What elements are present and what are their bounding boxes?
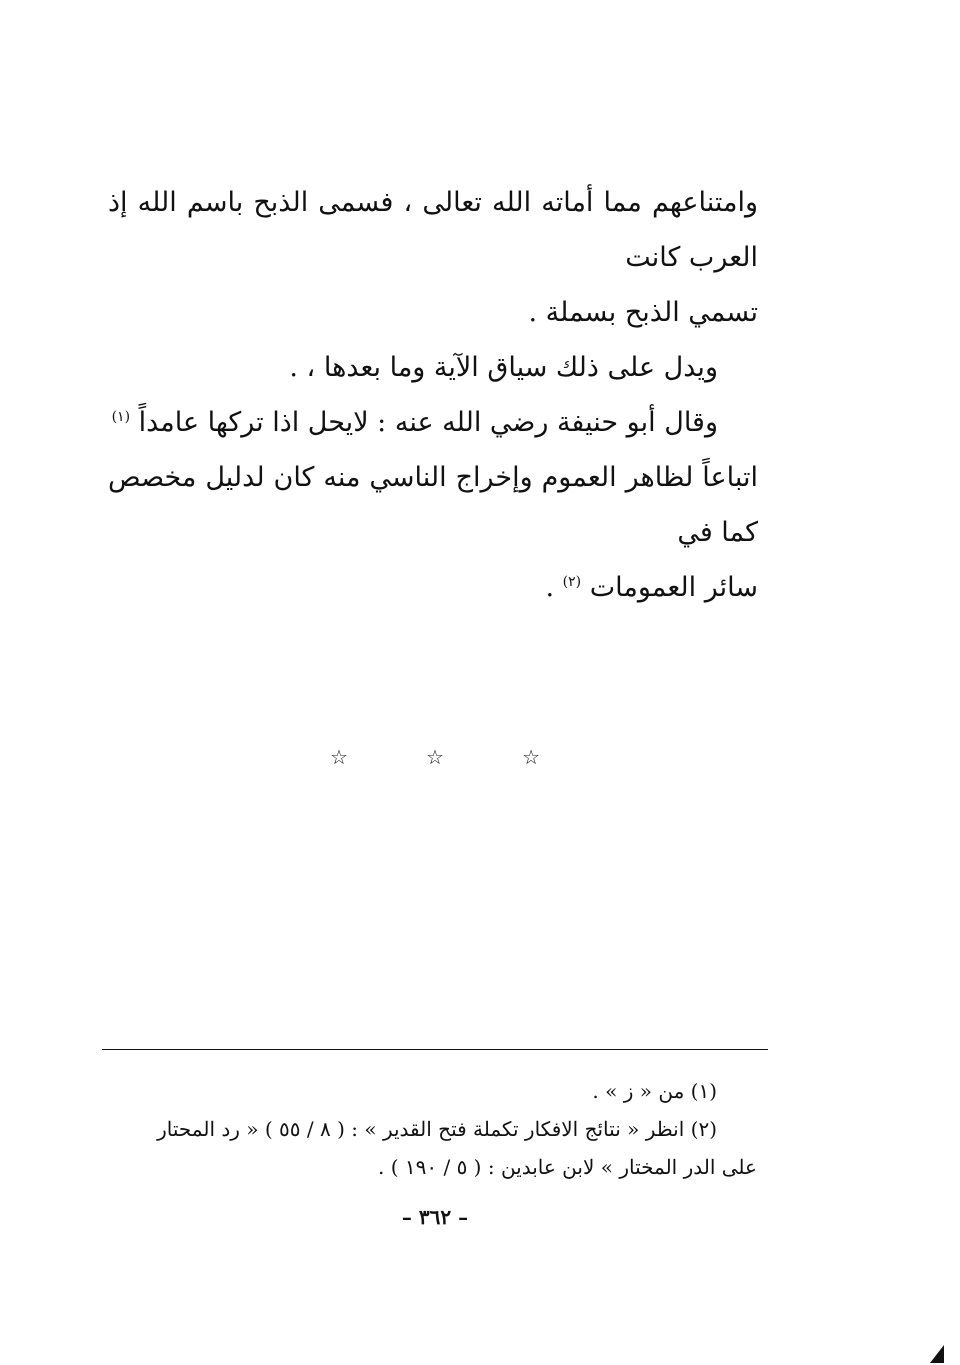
main-text	[108, 175, 758, 615]
footnote-ref-1: (١)	[111, 409, 131, 425]
paragraph-3-line-3	[108, 560, 758, 615]
page-number: – ٣٦٢ –	[401, 1205, 469, 1229]
footnote-2-continuation: على الدر المختار » لابن عابدين : ( ٥ / ١٩٠ ) .	[378, 1155, 757, 1179]
paragraph-3-text: وقال أبو حنيفة رضي الله عنه : لايحل اذا تركها عامداً	[138, 407, 718, 438]
star-icon: ☆	[426, 745, 444, 769]
footnote-2: (٢) انظر « نتائج الافكار تكملة فتح القدير » : ( ٨ / ٥٥ ) « رد المحتار	[157, 1117, 717, 1141]
footnote-ref-2: (٢)	[562, 574, 582, 590]
footnote-1: (١) من « ز » .	[592, 1079, 717, 1103]
star-icon: ☆	[522, 745, 540, 769]
paragraph-2: ويدل على ذلك سياق الآية وما بعدها ، .	[289, 352, 718, 383]
paragraph-3-line-1	[108, 395, 758, 450]
paragraph-3-tail: .	[545, 572, 555, 603]
paragraph-1-line-2: تسمي الذبح بسملة .	[528, 297, 758, 328]
paragraph-3-line-2: اتباعاً لظاهر العموم وإخراج الناسي منه كان لدليل مخصص كما في	[108, 462, 758, 548]
section-separator	[330, 745, 540, 769]
paragraph-3-last-text: سائر العمومات	[589, 572, 758, 603]
footnote-divider	[102, 1049, 768, 1050]
footnotes	[112, 1072, 757, 1186]
corner-triangle-icon	[930, 1345, 944, 1363]
paragraph-1-line-1: وامتناعهم مما أماته الله تعالى ، فسمى الذبح باسم الله إذ العرب كانت	[108, 187, 758, 273]
star-icon: ☆	[330, 745, 348, 769]
